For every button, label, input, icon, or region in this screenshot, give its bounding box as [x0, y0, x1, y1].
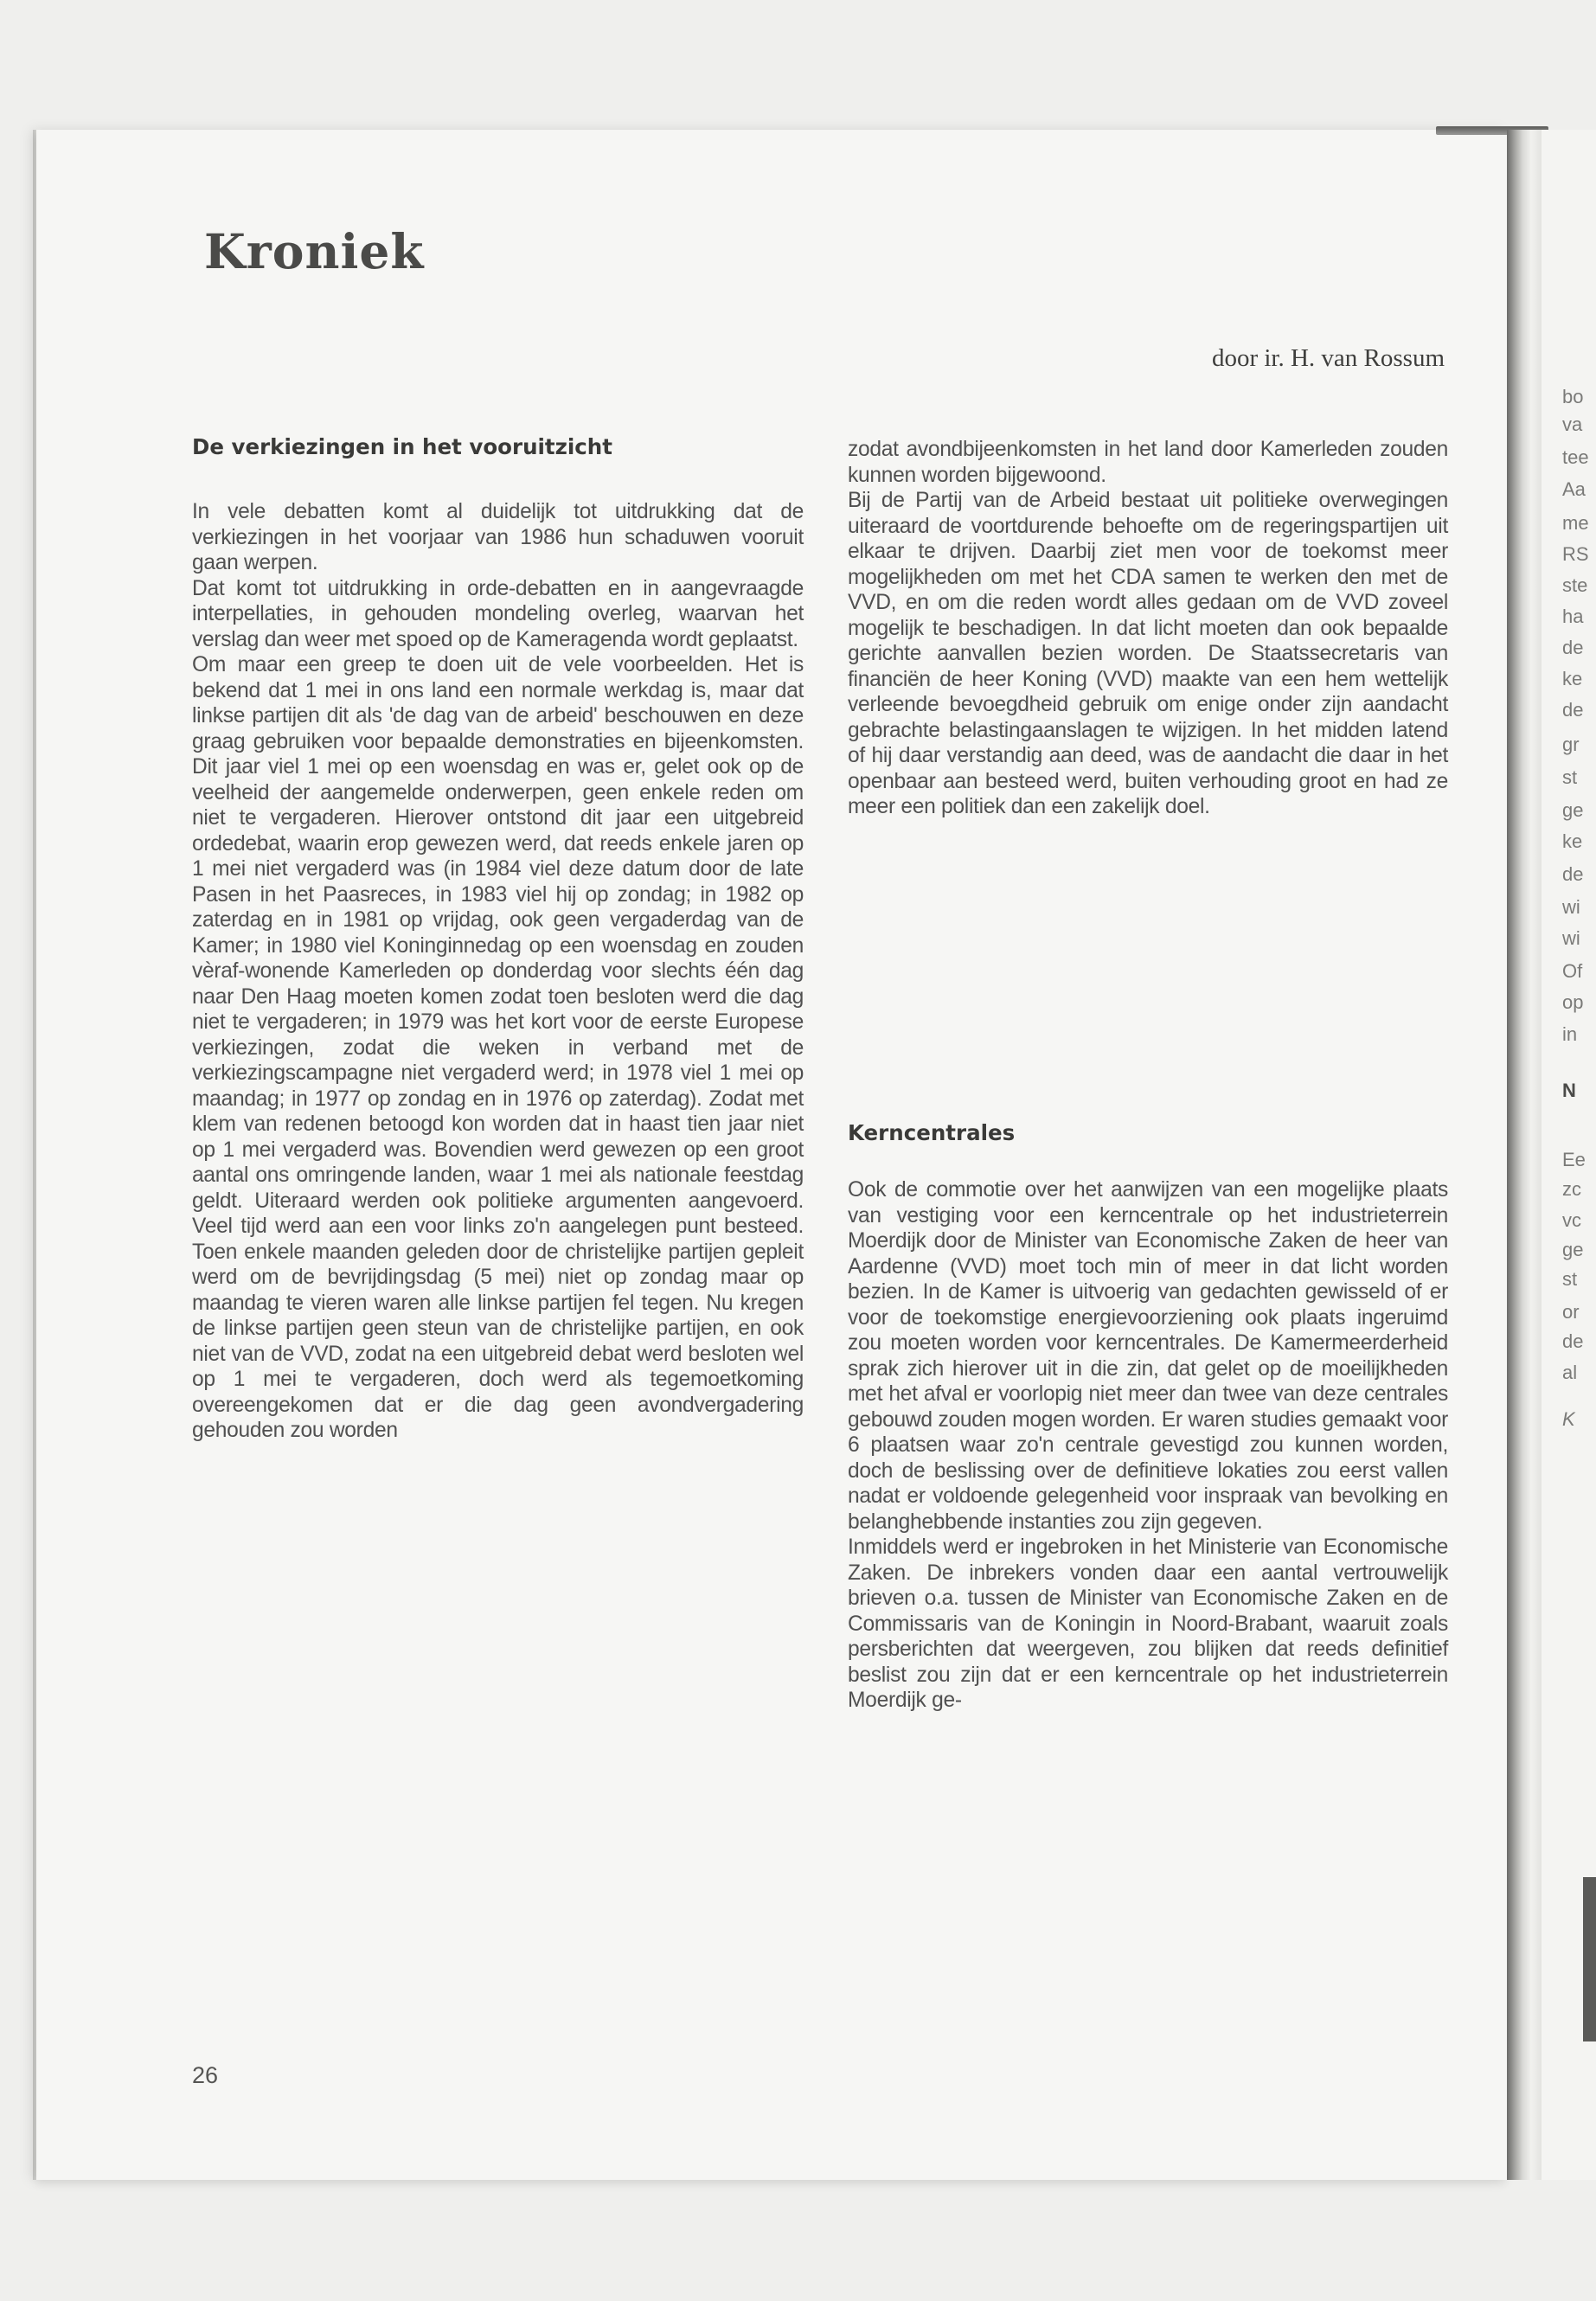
adjacent-page-text-fragment: de: [1562, 1330, 1584, 1352]
adjacent-page-text-fragment: N: [1562, 1080, 1576, 1101]
adjacent-page-text-fragment: ke: [1562, 830, 1583, 852]
adjacent-page-text-fragment: va: [1562, 413, 1583, 435]
article-column-right-top: [848, 437, 1448, 820]
adjacent-page-text-fragment: de: [1562, 863, 1584, 885]
adjacent-page-text-fragment: tee: [1562, 446, 1589, 468]
adjacent-page-text-fragment: ge: [1562, 1239, 1584, 1260]
paragraph: Dat komt tot uitdrukking in orde-debatten en in aangevraagde interpellaties, in gehouden mondeling overleg, waarvan het verslag dan weer met spoed op de Kameragenda wordt geplaatst.: [192, 576, 804, 651]
adjacent-page-text-fragment: vc: [1562, 1209, 1581, 1231]
adjacent-page-text-fragment: op: [1562, 991, 1584, 1013]
adjacent-page-text-fragment: gr: [1562, 734, 1580, 755]
adjacent-page-text-fragment: wi: [1562, 927, 1580, 949]
paragraph: Om maar een greep te doen uit de vele voorbeelden. Het is bekend dat 1 mei in ons land een normale werkdag is, maar dat linkse partijen dit als 'de dag van de arbeid' beschouwen en deze graag gebruiken voor bepaalde demonstraties en bijeenkomsten. Dit jaar viel 1 mei op een woensdag en was er, gelet ook op de veelheid der aangemelde onderwerpen, geen enkele reden om niet te vergaderen. Hierover ontstond dit jaar een uitgebreid ordedebat, waarin erop gewezen werd, dat reeds enkele jaren op 1 mei niet vergaderd was (in 1984 viel deze datum door de late Pasen in het Paasreces, in 1983 viel hij op zondag; in 1982 op zaterdag en in 1981 op vrijdag, ook geen vergaderdag van de Kamer; in 1980 viel Koninginnedag op een woensdag en zouden vèraf-wonende Kamerleden op donderdag voor slechts één dag naar Den Haag moeten komen zodat toen besloten werd die dag niet te vergaderen; in 1979 was het kort voor de eerste Europese verkiezingen, zodat die weken in verband met de verkiezingscampagne niet vergaderd werd; in 1978 viel 1 mei op maandag; in 1977 op zondag en in 1976 op zaterdag). Zodat met klem van redenen betoogd kon worden dat in haast tien jaar niet op 1 mei vergaderd was. Bovendien werd gewezen op een groot aantal ons omringende landen, waar 1 mei als nationale feestdag geldt. Uiteraard werden ook politieke argumenten aangevoerd. Veel tijd werd aan een voor links zo'n aangelegen punt besteed. Toen enkele maanden geleden door de christelijke partijen gepleit werd om de bevrijdingsdag (5 mei) niet op zondag maar op maandag te vieren waren alle linkse partijen fel tegen. Nu kregen de linkse partijen geen steun van de christelijke partijen, en ook niet van de VVD, zodat na een uitgebreid debat werd besloten wel op 1 mei te vergaderen, doch werd als tegemoetkoming overeengekomen dat er die dag geen avondvergadering gehouden zou worden: [192, 653, 804, 1442]
adjacent-page-text-fragment: K: [1562, 1408, 1575, 1430]
adjacent-page-text-fragment: wi: [1562, 896, 1580, 918]
adjacent-page-text-fragment: zc: [1562, 1178, 1581, 1200]
article-title: Kroniek: [204, 223, 425, 279]
paragraph: zodat avondbijeenkomsten in het land door Kamerleden zouden kunnen worden bijgewoond.: [848, 438, 1448, 487]
adjacent-page-text-fragment: al: [1562, 1362, 1578, 1383]
adjacent-page-text-fragment: ha: [1562, 606, 1584, 627]
adjacent-page-text-fragment: st: [1562, 766, 1578, 788]
adjacent-page-text-fragment: Ee: [1562, 1149, 1586, 1170]
adjacent-page-text-fragment: bo: [1562, 386, 1584, 407]
section-heading-kerncentrales: Kerncentrales: [848, 1120, 1016, 1145]
adjacent-page-text-fragment: Aa: [1562, 478, 1586, 500]
adjacent-page-text-fragment: in: [1562, 1023, 1578, 1045]
article-column-left: [192, 499, 804, 1444]
section-heading-verkiezingen: De verkiezingen in het vooruitzicht: [192, 434, 612, 459]
article-column-right-bottom: [848, 1177, 1448, 1714]
adjacent-page-text-fragment: de: [1562, 699, 1584, 721]
paragraph: Inmiddels werd er ingebroken in het Ministerie van Economische Zaken. De inbrekers vonden daar een aantal vertrouwelijk brieven o.a. tussen de Minister van Economische Zaken en de Commissaris van de Koningin in Noord-Brabant, waaruit zoals persberichten dat weergeven, zou blijken dat reeds definitief beslist zou zijn dat er een kerncentrale op het industrieterrein Moerdijk ge-: [848, 1535, 1448, 1712]
adjacent-page: [1542, 130, 1596, 2180]
article-author: door ir. H. van Rossum: [1211, 344, 1445, 372]
paragraph: Bij de Partij van de Arbeid bestaat uit politieke overwegingen uiteraard de voortdurende behoefte om de regeringspartijen uit elkaar te drijven. Daarbij ziet men voor de toekomst meer mogelijkheden om met het CDA samen te werken den met de VVD, en om die reden wordt alles gedaan om de VVD zoveel mogelijk te beschadigen. In dat licht moeten dan ook bepaalde gerichte aanvallen bezien worden. De Staatssecretaris van financiën de heer Koning (VVD) maakte van een hem wettelijk verleende bevoegdheid gebruik om enige onder zijn aandacht gebrachte belastingaanslagen te wijzigen. In het midden latend of hij daar verstandig aan deed, was de aandacht die daar in het openbaar aan besteed werd, buiten verhouding groot en had ze meer een politiek dan een zakelijk doel.: [848, 489, 1448, 818]
paragraph: In vele debatten komt al duidelijk tot uitdrukking dat de verkiezingen in het voorjaar van 1986 hun schaduwen vooruit gaan werpen.: [192, 500, 804, 574]
adjacent-page-text-fragment: st: [1562, 1268, 1578, 1290]
paragraph: Ook de commotie over het aanwijzen van een mogelijke plaats van vestiging voor een kerncentrale op het industrieterrein Moerdijk door de Minister van Economische Zaken de heer van Aardenne (VVD) moet toch min of meer in dat licht worden bezien. In de Kamer is uitvoerig van gedachten gewisseld of er voor de toekomstige energievoorziening ook plaats ingeruimd zou moeten worden voor kerncentrales. De Kamermeerderheid sprak zich hierover uit in die zin, dat gelet op de moeilijkheden met het afval er voorlopig niet meer dan twee van deze centrales gebouwd zouden mogen worden. Er waren studies gemaakt voor 6 plaatsen waar zo'n centrale gevestigd zou kunnen worden, doch de beslissing over de definitieve lokaties zou eerst vallen nadat er voldoende gelegenheid voor inspraak van bevolking en belanghebbende instanties zou zijn gegeven.: [848, 1178, 1448, 1534]
page-number: 26: [192, 2062, 219, 2088]
adjacent-page-text-fragment: Of: [1562, 960, 1583, 982]
adjacent-page-text-fragment: me: [1562, 512, 1589, 534]
adjacent-page-text-fragment: RS: [1562, 543, 1589, 565]
adjacent-page-text-fragment: ge: [1562, 799, 1584, 821]
adjacent-page-text-fragment: ke: [1562, 668, 1583, 689]
adjacent-page-text-fragment: ste: [1562, 574, 1588, 596]
adjacent-page-dark-strip: [1583, 1877, 1596, 2041]
adjacent-page-text-fragment: de: [1562, 637, 1584, 658]
book-spine: [1507, 130, 1542, 2180]
adjacent-page-text-fragment: or: [1562, 1301, 1580, 1323]
